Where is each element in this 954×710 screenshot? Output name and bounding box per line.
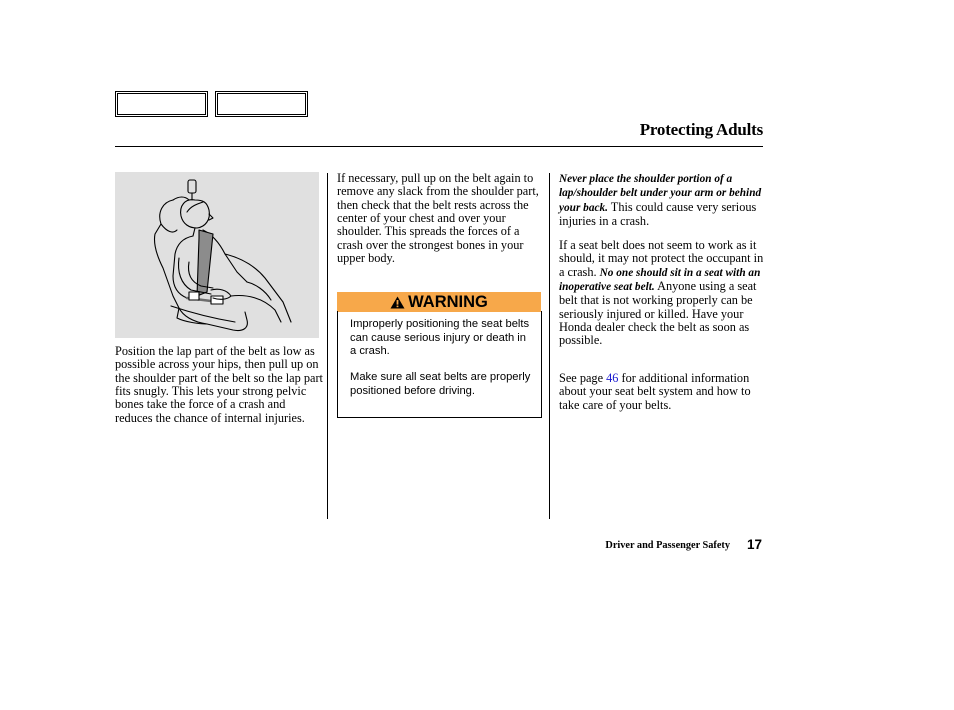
reference-text-a: See page <box>559 371 607 385</box>
inoperative-text-a: If a seat belt does not seem to work as it should, it may not protect the occupant in a crash. <box>559 238 764 279</box>
inoperative-emphasis: No one should sit in a seat with an inoperative seat belt. <box>559 266 761 294</box>
warning-triangle-icon <box>390 296 405 309</box>
page-46-link[interactable]: 46 <box>606 371 619 385</box>
inoperative-text-b: Anyone using a seat belt that is not working properly can be seriously injured or killed. Have your Honda dealer check the belt as soon as possible. <box>559 279 757 348</box>
column-divider-1 <box>327 173 328 519</box>
seatbelt-passenger-illustration <box>115 172 319 338</box>
page-title: Protecting Adults <box>639 120 763 139</box>
lap-belt-instructions: Position the lap part of the belt as low as possible across your hips, then pull up on the shoulder part of the belt so the lap part fits snugly. This lets your strong pelvic bones take the force of a crash and reduces the chance of internal injuries. <box>115 344 323 425</box>
caution-text: This could cause very serious injuries in a crash. <box>559 199 757 229</box>
footer-section-title: Driver and Passenger Safety <box>605 540 730 551</box>
nav-button-previous[interactable] <box>115 91 208 117</box>
see-page-reference <box>559 372 765 412</box>
nav-button-next[interactable] <box>215 91 308 117</box>
warning-header <box>337 292 541 312</box>
column-divider-2 <box>549 173 550 519</box>
reference-text-b: for additional information about your seat belt system and how to take care of your belts. <box>559 371 751 412</box>
warning-text-2: Make sure all seat belts are properly positioned before driving. <box>350 371 531 397</box>
page-number: 17 <box>747 537 763 552</box>
warning-title: WARNING <box>408 292 488 311</box>
warning-text-1: Improperly positioning the seat belts can cause serious injury or death in a crash. <box>350 318 530 358</box>
shoulder-placement-caution <box>559 172 765 228</box>
warning-box <box>337 311 542 418</box>
caution-emphasis: Never place the shoulder portion of a lap/shoulder belt under your arm or behind your back. <box>559 173 762 214</box>
shoulder-belt-instructions: If necessary, pull up on the belt again to remove any slack from the shoulder part, then check that the belt rests across the center of your chest and over your shoulder. This spreads the forces of a crash over the strongest bones in your upper body. <box>337 171 539 266</box>
inoperative-belt-caution <box>559 239 765 348</box>
title-divider <box>115 146 763 147</box>
